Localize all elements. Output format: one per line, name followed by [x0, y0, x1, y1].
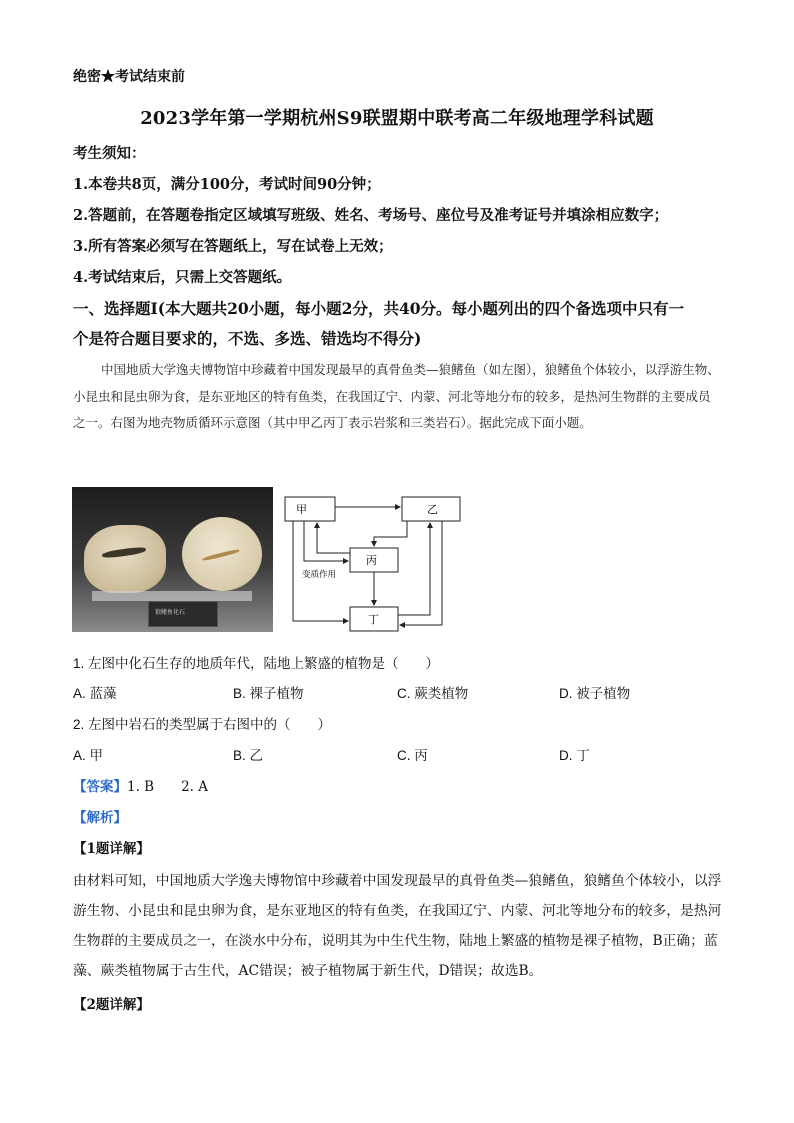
- answer-label: 【答案】: [73, 779, 127, 795]
- q1-option-b: B. 裸子植物: [233, 686, 304, 701]
- arrow-jia-to-bing: [304, 521, 348, 561]
- q1-option-c: C. 蕨类植物: [397, 686, 469, 701]
- node-jia: 甲: [296, 503, 307, 516]
- display-stand: [92, 591, 252, 601]
- exhibit-plaque: [148, 601, 218, 627]
- question-1: 1. 左图中化石生存的地质年代，陆地上繁盛的植物是（ ）: [73, 656, 440, 671]
- question-2: 2. 左图中岩石的类型属于右图中的（ ）: [73, 717, 332, 732]
- exam-title: 2023学年第一学期杭州S9联盟期中联考高二年级地理学科试题: [140, 108, 654, 129]
- q2-option-a: A. 甲: [73, 748, 104, 763]
- plaque-label: 狼鳍鱼化石: [155, 609, 186, 616]
- analysis-label-text: 【解析】: [73, 810, 127, 826]
- node-jia-box: [285, 497, 335, 521]
- section-heading: 一、选择题Ⅰ(本大题共20小题，每小题2分，共40分。每小题列出的四个备选项中只有一: [73, 299, 685, 318]
- answer-values: 1. B 2. A: [127, 779, 209, 795]
- q2-option-b: B. 乙: [233, 748, 264, 763]
- q2-option-c: C. 丙: [397, 748, 428, 763]
- confidential-mark: 绝密★考试结束前: [73, 69, 185, 85]
- q1-option-d: D. 被子植物: [559, 686, 631, 701]
- notice-item: 3.所有答案必须写在答题纸上，写在试卷上无效；: [73, 238, 393, 255]
- analysis-label: [73, 806, 127, 826]
- arrow-yi-to-bing: [374, 521, 407, 546]
- node-bing: 丙: [366, 554, 377, 567]
- detail-1-text: 由材料可知，中国地质大学逸夫博物馆中珍藏着中国发现最早的真骨鱼类—狼鳍鱼，狼鳍鱼个体较小，以浮游生物、小昆虫和昆虫卵为食，是东亚地区的特有鱼类，在我国辽宁、内蒙、河北等地分布的较多，是热河生物群的主要成员之一，在淡水中分布，说明其为中生代生物，陆地上繁盛的植物是裸子植物，B正确；蓝藻、蕨类植物属于古生代，AC错误；被子植物属于新生代，D错误；故选B。: [73, 873, 722, 979]
- notice-item: 2.答题前，在答题卷指定区域填写班级、姓名、考场号、座位号及准考证号并填涂相应数字；: [73, 207, 669, 224]
- notice-item: 1.本卷共8页，满分100分，考试时间90分钟；: [73, 176, 381, 193]
- material-paragraph: 中国地质大学逸夫博物馆中珍藏着中国发现最早的真骨鱼类—狼鳍鱼（如左图），狼鳍鱼个体较小，以浮游生物、小昆虫和昆虫卵为食，是东亚地区的特有鱼类，在我国辽宁、内蒙、河北等地分布的较多，是热河生物群的主要成员之一。右图为地壳物质循环示意图（其中甲乙丙丁表示岩浆和三类岩石）。据此完成下面小题。: [73, 362, 720, 431]
- detail-1-heading: 【1题详解】: [73, 841, 150, 857]
- fossil-photo: [72, 487, 273, 632]
- notice-item: 4.考试结束后，只需上交答题纸。: [73, 269, 292, 286]
- rock-cycle-diagram: [282, 487, 468, 637]
- fossil-stone-left: [84, 525, 166, 593]
- answer-line: [73, 775, 208, 795]
- metamorphism-label: 变质作用: [302, 570, 337, 580]
- q1-option-a: A. 蓝藻: [73, 686, 117, 701]
- q2-option-d: D. 丁: [559, 748, 590, 763]
- notice-heading: 考生须知：: [73, 145, 146, 162]
- node-yi: 乙: [427, 503, 438, 516]
- detail-2-heading: 【2题详解】: [73, 997, 150, 1013]
- section-heading-cont: 个是符合题目要求的，不选、多选、错选均不得分): [73, 329, 422, 348]
- arrow-bing-to-jia: [317, 523, 350, 553]
- node-ding: 丁: [368, 613, 379, 626]
